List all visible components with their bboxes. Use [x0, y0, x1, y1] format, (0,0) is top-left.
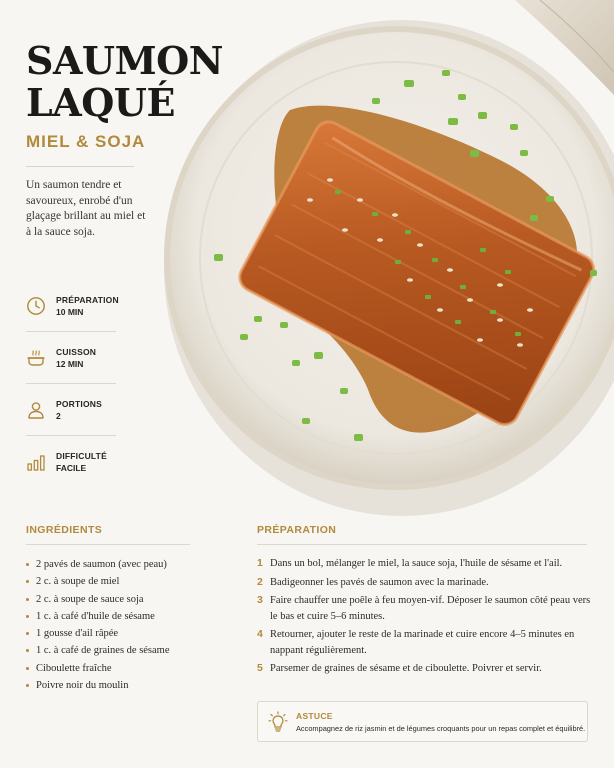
ingredient-item: Poivre noir du moulin [26, 677, 226, 694]
step-text: Badigeonner les pavés de saumon avec la marinade. [270, 576, 489, 588]
ingredients-heading: INGRÉDIENTS [26, 524, 103, 536]
lightbulb-icon [268, 711, 288, 733]
meta-item-preparation [26, 280, 119, 332]
tip-title: ASTUCE [296, 710, 333, 721]
bars-icon [26, 452, 46, 472]
person-icon [26, 400, 46, 420]
preparation-steps [257, 556, 592, 680]
step-text: Faire chauffer une poêle à feu moyen-vif. Déposer le saumon côté peau vers le bas et cuire 5–6 minutes. [270, 595, 591, 622]
step-item [257, 627, 592, 658]
step-item [257, 575, 592, 591]
step-item [257, 593, 592, 624]
recipe-subtitle: MIEL & SOJA [26, 132, 146, 151]
title-divider [26, 166, 134, 167]
step-number: 1 [257, 557, 263, 569]
recipe-intro: Un saumon tendre et savoureux, enrobé d'un glaçage brillant au miel et à la sauce soja. [26, 179, 146, 238]
meta-label: PORTIONS [56, 398, 102, 409]
meta-item-cuisson [26, 332, 116, 384]
ingredient-item: 1 c. à café de graines de sésame [26, 642, 226, 659]
step-text: Dans un bol, mélanger le miel, la sauce soja, l'huile de sésame et l'ail. [270, 558, 563, 569]
preparation-heading: PRÉPARATION [257, 524, 337, 536]
ingredients-list [26, 556, 226, 694]
meta-label: CUISSON [56, 346, 97, 357]
meta-value: 12 MIN [56, 358, 84, 369]
title-line-1: SAUMON [26, 38, 223, 83]
step-item [257, 556, 592, 572]
title-line-2: LAQUÉ [26, 80, 175, 125]
ingredient-item: 2 c. à soupe de miel [26, 573, 226, 590]
meta-item-portions [26, 384, 116, 436]
ingredients-divider [26, 544, 190, 545]
tip-text: Accompagnez de riz jasmin et de légumes croquants pour un repas complet et équilibré. [296, 723, 586, 733]
pot-icon [26, 348, 46, 368]
step-text: Parsemer de graines de sésame et de ciboulette. Poivrer et servir. [270, 663, 542, 674]
meta-value: 2 [56, 410, 61, 421]
step-item [257, 661, 592, 677]
step-number: 2 [257, 575, 263, 588]
meta-label: DIFFICULTÉ [56, 451, 107, 461]
clock-icon [26, 296, 46, 316]
meta-label: PRÉPARATION [56, 294, 119, 305]
preparation-divider [257, 544, 587, 545]
ingredient-item: 1 gousse d'ail râpée [26, 625, 226, 642]
meta-value: FACILE [56, 463, 87, 473]
step-text: Retourner, ajouter le reste de la marinade et cuire encore 4–5 minutes en nappant régulièrement. [270, 629, 575, 656]
ingredient-item: 1 c. à café d'huile de sésame [26, 608, 226, 625]
ingredient-item: 2 pavés de saumon (avec peau) [26, 556, 226, 573]
tip-box [257, 701, 588, 742]
meta-value: 10 MIN [56, 306, 84, 317]
step-number: 3 [257, 594, 263, 606]
recipe-meta [26, 280, 119, 488]
ingredient-item: Ciboulette fraîche [26, 660, 226, 677]
recipe-title [26, 38, 223, 125]
step-number: 5 [257, 662, 263, 674]
meta-item-difficulte [26, 436, 116, 488]
ingredient-item: 2 c. à soupe de sauce soja [26, 591, 226, 608]
step-number: 4 [257, 628, 263, 640]
title-block [26, 38, 223, 152]
